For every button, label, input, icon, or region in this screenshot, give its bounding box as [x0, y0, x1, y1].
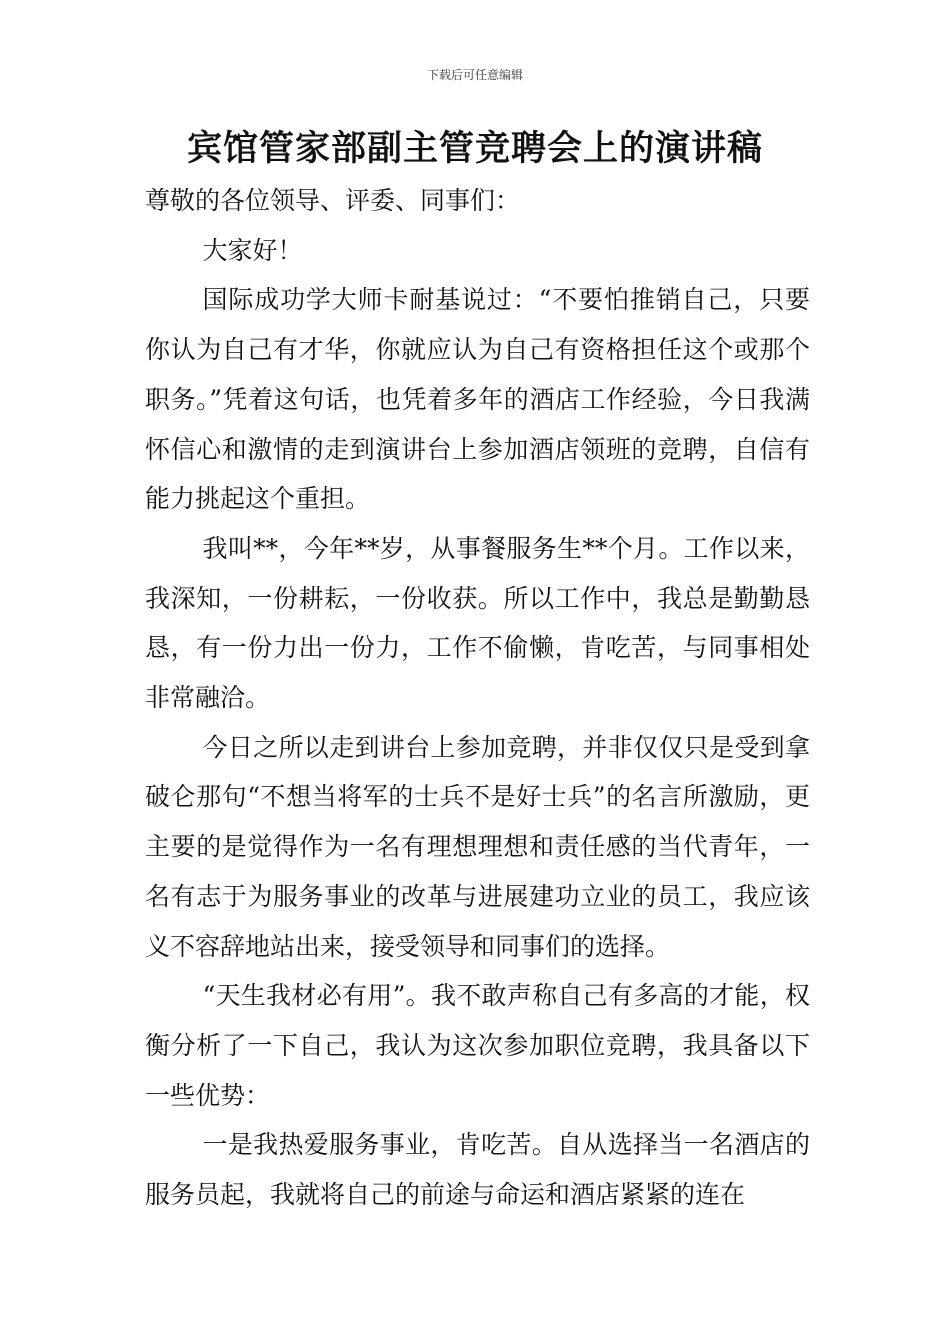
paragraph-carnegie-quote: 国际成功学大师卡耐基说过：“不要怕推销自己，只要你认为自己有才华，你就应认为自己有资格担任这个或那个职务。”凭着这句话，也凭着多年的酒店工作经验，今日我满怀信心和激情的走到演讲台上参加酒店领班的竞聘，自信有能力挑起这个重担。 — [145, 285, 810, 514]
header-note: 下载后可任意编辑 — [426, 68, 523, 82]
paragraph-advantages-intro: “天生我材必有用”。我不敢声称自己有多高的才能，权衡分析了一下自己，我认为这次参加职位竞聘，我具备以下一些优势： — [145, 981, 810, 1110]
paragraph-self-intro: 我叫**，今年**岁，从事餐服务生**个月。工作以来，我深知，一份耕耘，一份收获。所以工作中，我总是勤勤恳恳，有一份力出一份力，工作不偷懒，肯吃苦，与同事相处非常融洽。 — [145, 533, 810, 713]
salutation: 尊敬的各位领导、评委、同事们： — [145, 186, 521, 215]
paragraph-motivation: 今日之所以走到讲台上参加竞聘，并非仅仅只是受到拿破仑那句“不想当将军的士兵不是好士兵”的名言所激励，更主要的是觉得作为一名有理想理想和责任感的当代青年，一名有志于为服务事业的改革与进展建功立业的员工，我应该义不容辞地站出来，接受领导和同事们的选择。 — [145, 732, 810, 961]
paragraph-advantage-one: 一是我热爱服务事业，肯吃苦。自从选择当一名酒店的服务员起，我就将自己的前途与命运和酒店紧紧的连在 — [145, 1130, 810, 1210]
paragraph-greeting: 大家好！ — [202, 235, 303, 265]
document-title: 宾馆管家部副主管竞聘会上的演讲稿 — [186, 128, 763, 169]
document-body — [145, 176, 810, 1220]
